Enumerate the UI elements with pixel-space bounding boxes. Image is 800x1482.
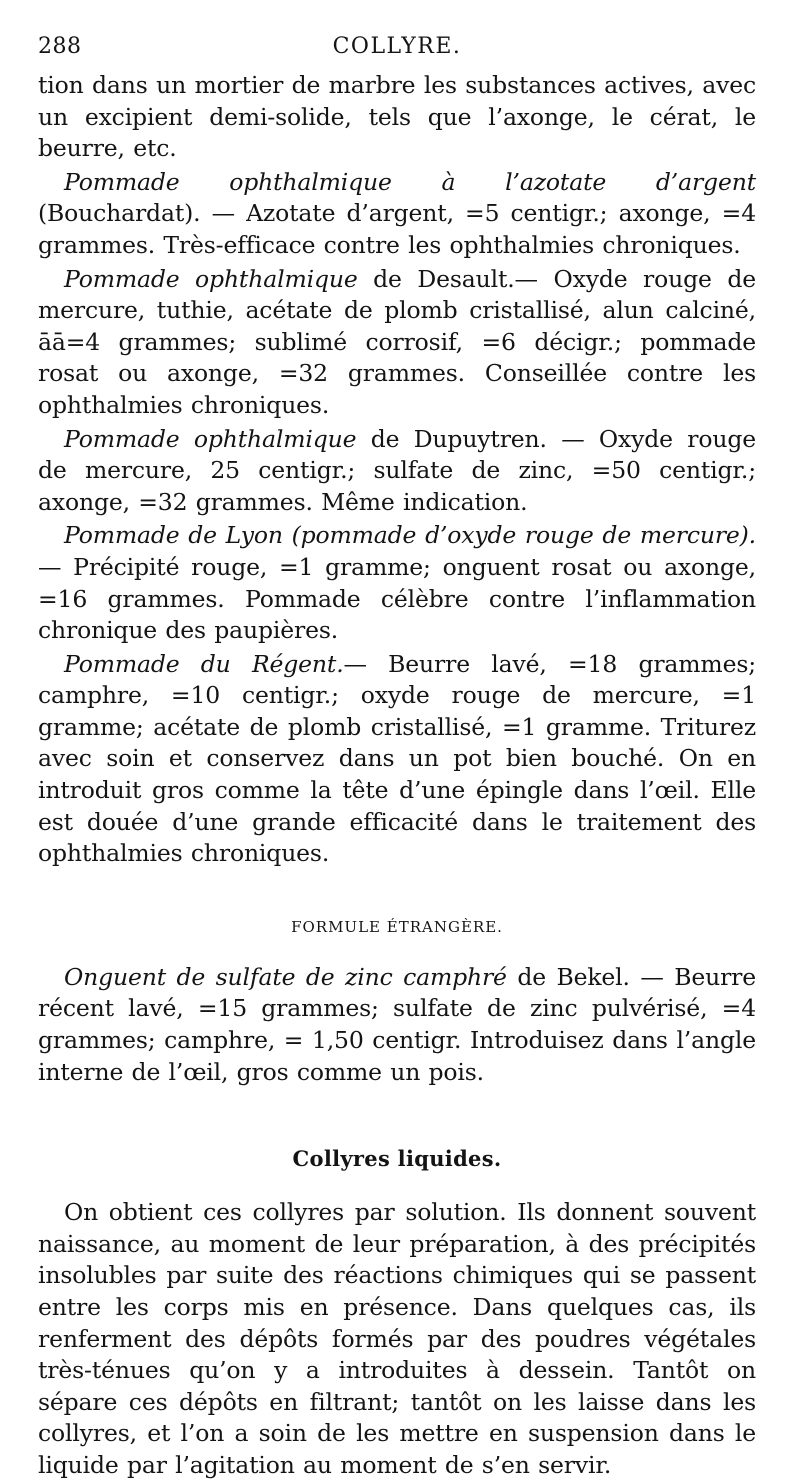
formula-text: de Dupuytren. — Oxyde rouge de mercure, 25 centigr.; sulfate de zinc, =50 centigr.; axonge, =32 grammes. Même indication. (38, 424, 757, 516)
formula-paragraph (38, 649, 756, 870)
section-heading: FORMULE ÉTRANGÈRE. (291, 917, 503, 936)
page-number: 288 (38, 34, 82, 59)
formula-title: Pommade du Régent. (64, 649, 344, 678)
formula-text: — Précipité rouge, =1 gramme; onguent rosat ou axonge, =16 grammes. Pommade célèbre contre l’inflammation chronique des paupières. (38, 552, 756, 645)
formula-paragraph (38, 167, 756, 262)
formula-text: de Bekel. — Beurre récent lavé, =15 grammes; sulfate de zinc pulvérisé, =4 grammes; camphre, = 1,50 centigr. Introduisez dans l’angle interne de l’œil, gros comme un pois. (38, 962, 756, 1086)
formula-text: de Desault.— Oxyde rouge de mercure, tuthie, acétate de plomb cristallisé, alun calciné, āā=4 grammes; sublimé corrosif, =6 décigr.; pommade rosat ou axonge, =32 grammes. Conseillée contre les ophthalmies chroniques. (38, 264, 756, 419)
formula-title: Pommade ophthalmique (64, 424, 357, 453)
formula-paragraph (38, 520, 756, 646)
closing-paragraph: On obtient ces collyres par solution. Ils donnent souvent naissance, au moment de leur préparation, à des précipités insolubles par suite des réactions chimiques qui se passent entre les corps mis en présence. Dans quelques cas, ils renferment des dépôts formés par des poudres végétales très-ténues qu’on y a introduites à dessein. Tantôt on sépare ces dépôts en filtrant; tantôt on les laisse dans les collyres, et l’on a soin de les mettre en suspension dans le liquide par l’agitation au moment de s’en servir. (38, 1198, 756, 1479)
formula-title: Pommade ophthalmique à l’azotate d’argent (64, 167, 756, 196)
formula-title: Pommade ophthalmique (64, 264, 358, 293)
formula-paragraph (38, 264, 756, 422)
running-header (38, 26, 756, 70)
continued-paragraph: tion dans un mortier de marbre les substances actives, avec un excipient demi-solide, tels que l’axonge, le cérat, le beurre, etc. (38, 71, 756, 163)
running-title: COLLYRE. (332, 34, 462, 59)
formula-title: Onguent de sulfate de zinc camphré (64, 962, 507, 991)
formula-paragraph (38, 424, 756, 519)
formula-text: (Bouchardat). — Azotate d’argent, =5 centigr.; axonge, =4 grammes. Très-efficace contre les ophthalmies chroniques. (38, 199, 756, 259)
formula-title: Pommade de Lyon (pommade d’oxyde rouge de mercure). (64, 521, 756, 550)
subsection-heading: Collyres liquides. (292, 1146, 502, 1172)
formula-text: — Beurre lavé, =18 grammes; camphre, =10 centigr.; oxyde rouge de mercure, =1 gramme; acétate de plomb cristallisé, =1 gramme. Triturez avec soin et conservez dans un pot bien bouché. On en introduit gros comme la tête d’une épingle dans l’œil. Elle est douée d’une grande efficacité dans le traitement des ophthalmies chroniques. (38, 649, 756, 868)
foreign-formula-paragraph (38, 962, 756, 1088)
